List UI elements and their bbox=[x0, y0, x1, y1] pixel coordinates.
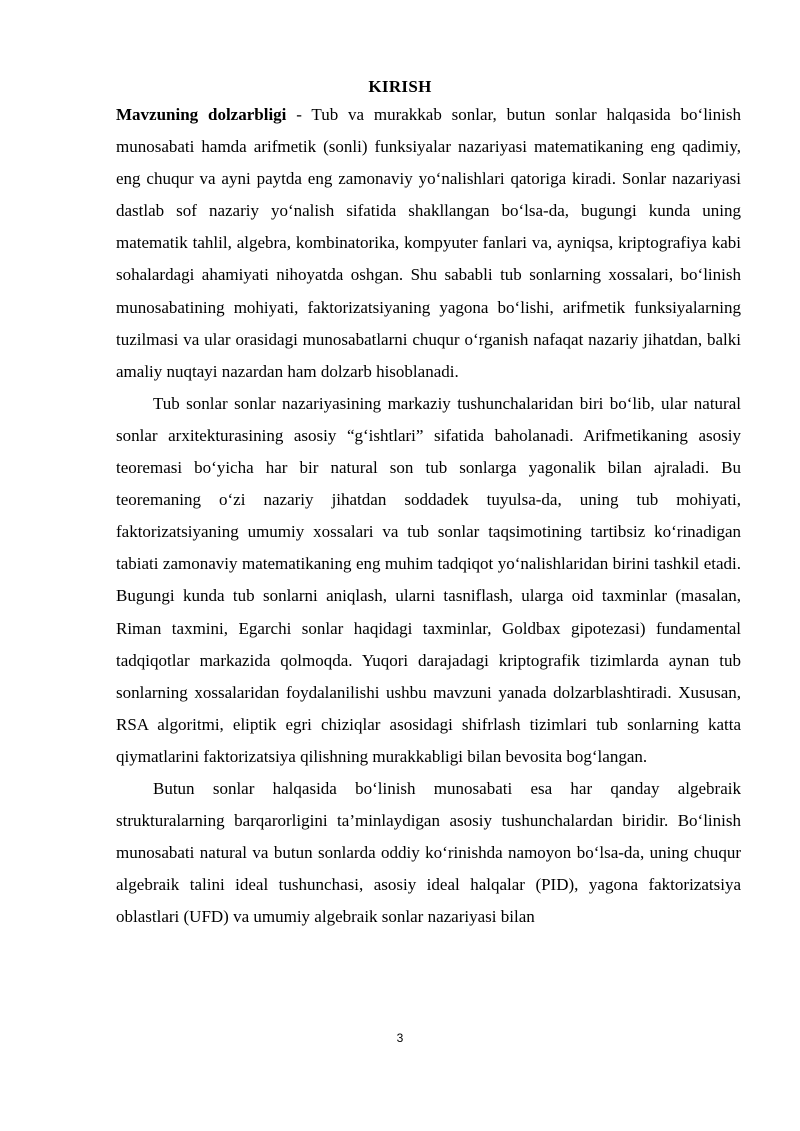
page-number: 3 bbox=[396, 1031, 404, 1045]
paragraph-divisibility: Butun sonlar halqasida bo‘linish munosabati esa har qanday algebraik strukturalarning barqarorligini ta’minlaydigan asosiy tushunchalardan biridir. Bo‘linish munosabati natural va butun sonlarda oddiy ko‘rinishda namoyon bo‘lsa-da, uning chuqur algebraik talini ideal tushunchasi, asosiy ideal halqalar (PID), yagona faktorizatsiya oblastlari (UFD) va umumiy algebraik sonlar nazariyasi bilan bbox=[116, 778, 741, 927]
paragraph-relevance bbox=[116, 99, 741, 388]
paragraph-lead: Mavzuning dolzarbligi bbox=[116, 105, 287, 124]
section-heading: KIRISH bbox=[368, 77, 432, 96]
paragraph-text: - Tub va murakkab sonlar, butun sonlar halqasida bo‘linish munosabati hamda arifmetik (sonli) funksiyalar nazariyasi matematikaning eng qadimiy, eng chuqur va ayni paytda eng zamonaviy yo‘nalishlari qatoriga kiradi. Sonlar nazariyasi dastlab sof nazariy yo‘nalish sifatida shakllangan bo‘lsa-da, bugungi kunda uning matematik tahlil, algebra, kombinatorika, kompyuter fanlari va, ayniqsa, kriptografiya kabi sohalardagi ahamiyati nihoyatda oshgan. Shu sababli tub sonlarning xossalari, bo‘linish munosabatining mohiyati, faktorizatsiyaning yagona bo‘lishi, arifmetik funksiyalarning tuzilmasi va ular orasidagi munosabatlarni chuqur o‘rganish nafaqat nazariy jihatdan, balki amaliy nuqtayi nazardan ham dolzarb hisoblanadi. bbox=[116, 105, 741, 381]
paragraph-prime-numbers: Tub sonlar sonlar nazariyasining markaziy tushunchalaridan biri bo‘lib, ular natural sonlar arxitekturasining asosiy “g‘ishtlari” sifatida baholanadi. Arifmetikaning asosiy teoremasi bo‘yicha har bir natural son tub sonlarga yagonalik bilan ajraladi. Bu teoremaning o‘zi nazariy jihatdan soddadek tuyulsa-da, uning tub mohiyati, faktorizatsiyaning umumiy xossalari va tub sonlar taqsimotining tartibsiz ko‘rinadigan tabiati zamonaviy matematikaning eng muhim tadqiqot yo‘nalishlaridan birini tashkil etadi. Bugungi kunda tub sonlarni aniqlash, ularni tasniflash, ularga oid taxminlar (masalan, Riman taxmini, Egarchi sonlar haqidagi taxminlar, Goldbax gipotezasi) fundamental tadqiqotlar markazida qolmoqda. Yuqori darajadagi kriptografik tizimlarda aynan tub sonlarning xossalaridan foydalanilishi ushbu mavzuni yanada dolzarblashtiradi. Xususan, RSA algoritmi, eliptik egri chiziqlar asosidagi shifrlash tizimlari tub sonlarning katta qiymatlarini faktorizatsiya qilishning murakkabligi bilan bevosita bog‘langan. bbox=[116, 393, 741, 766]
document-body bbox=[116, 99, 741, 933]
